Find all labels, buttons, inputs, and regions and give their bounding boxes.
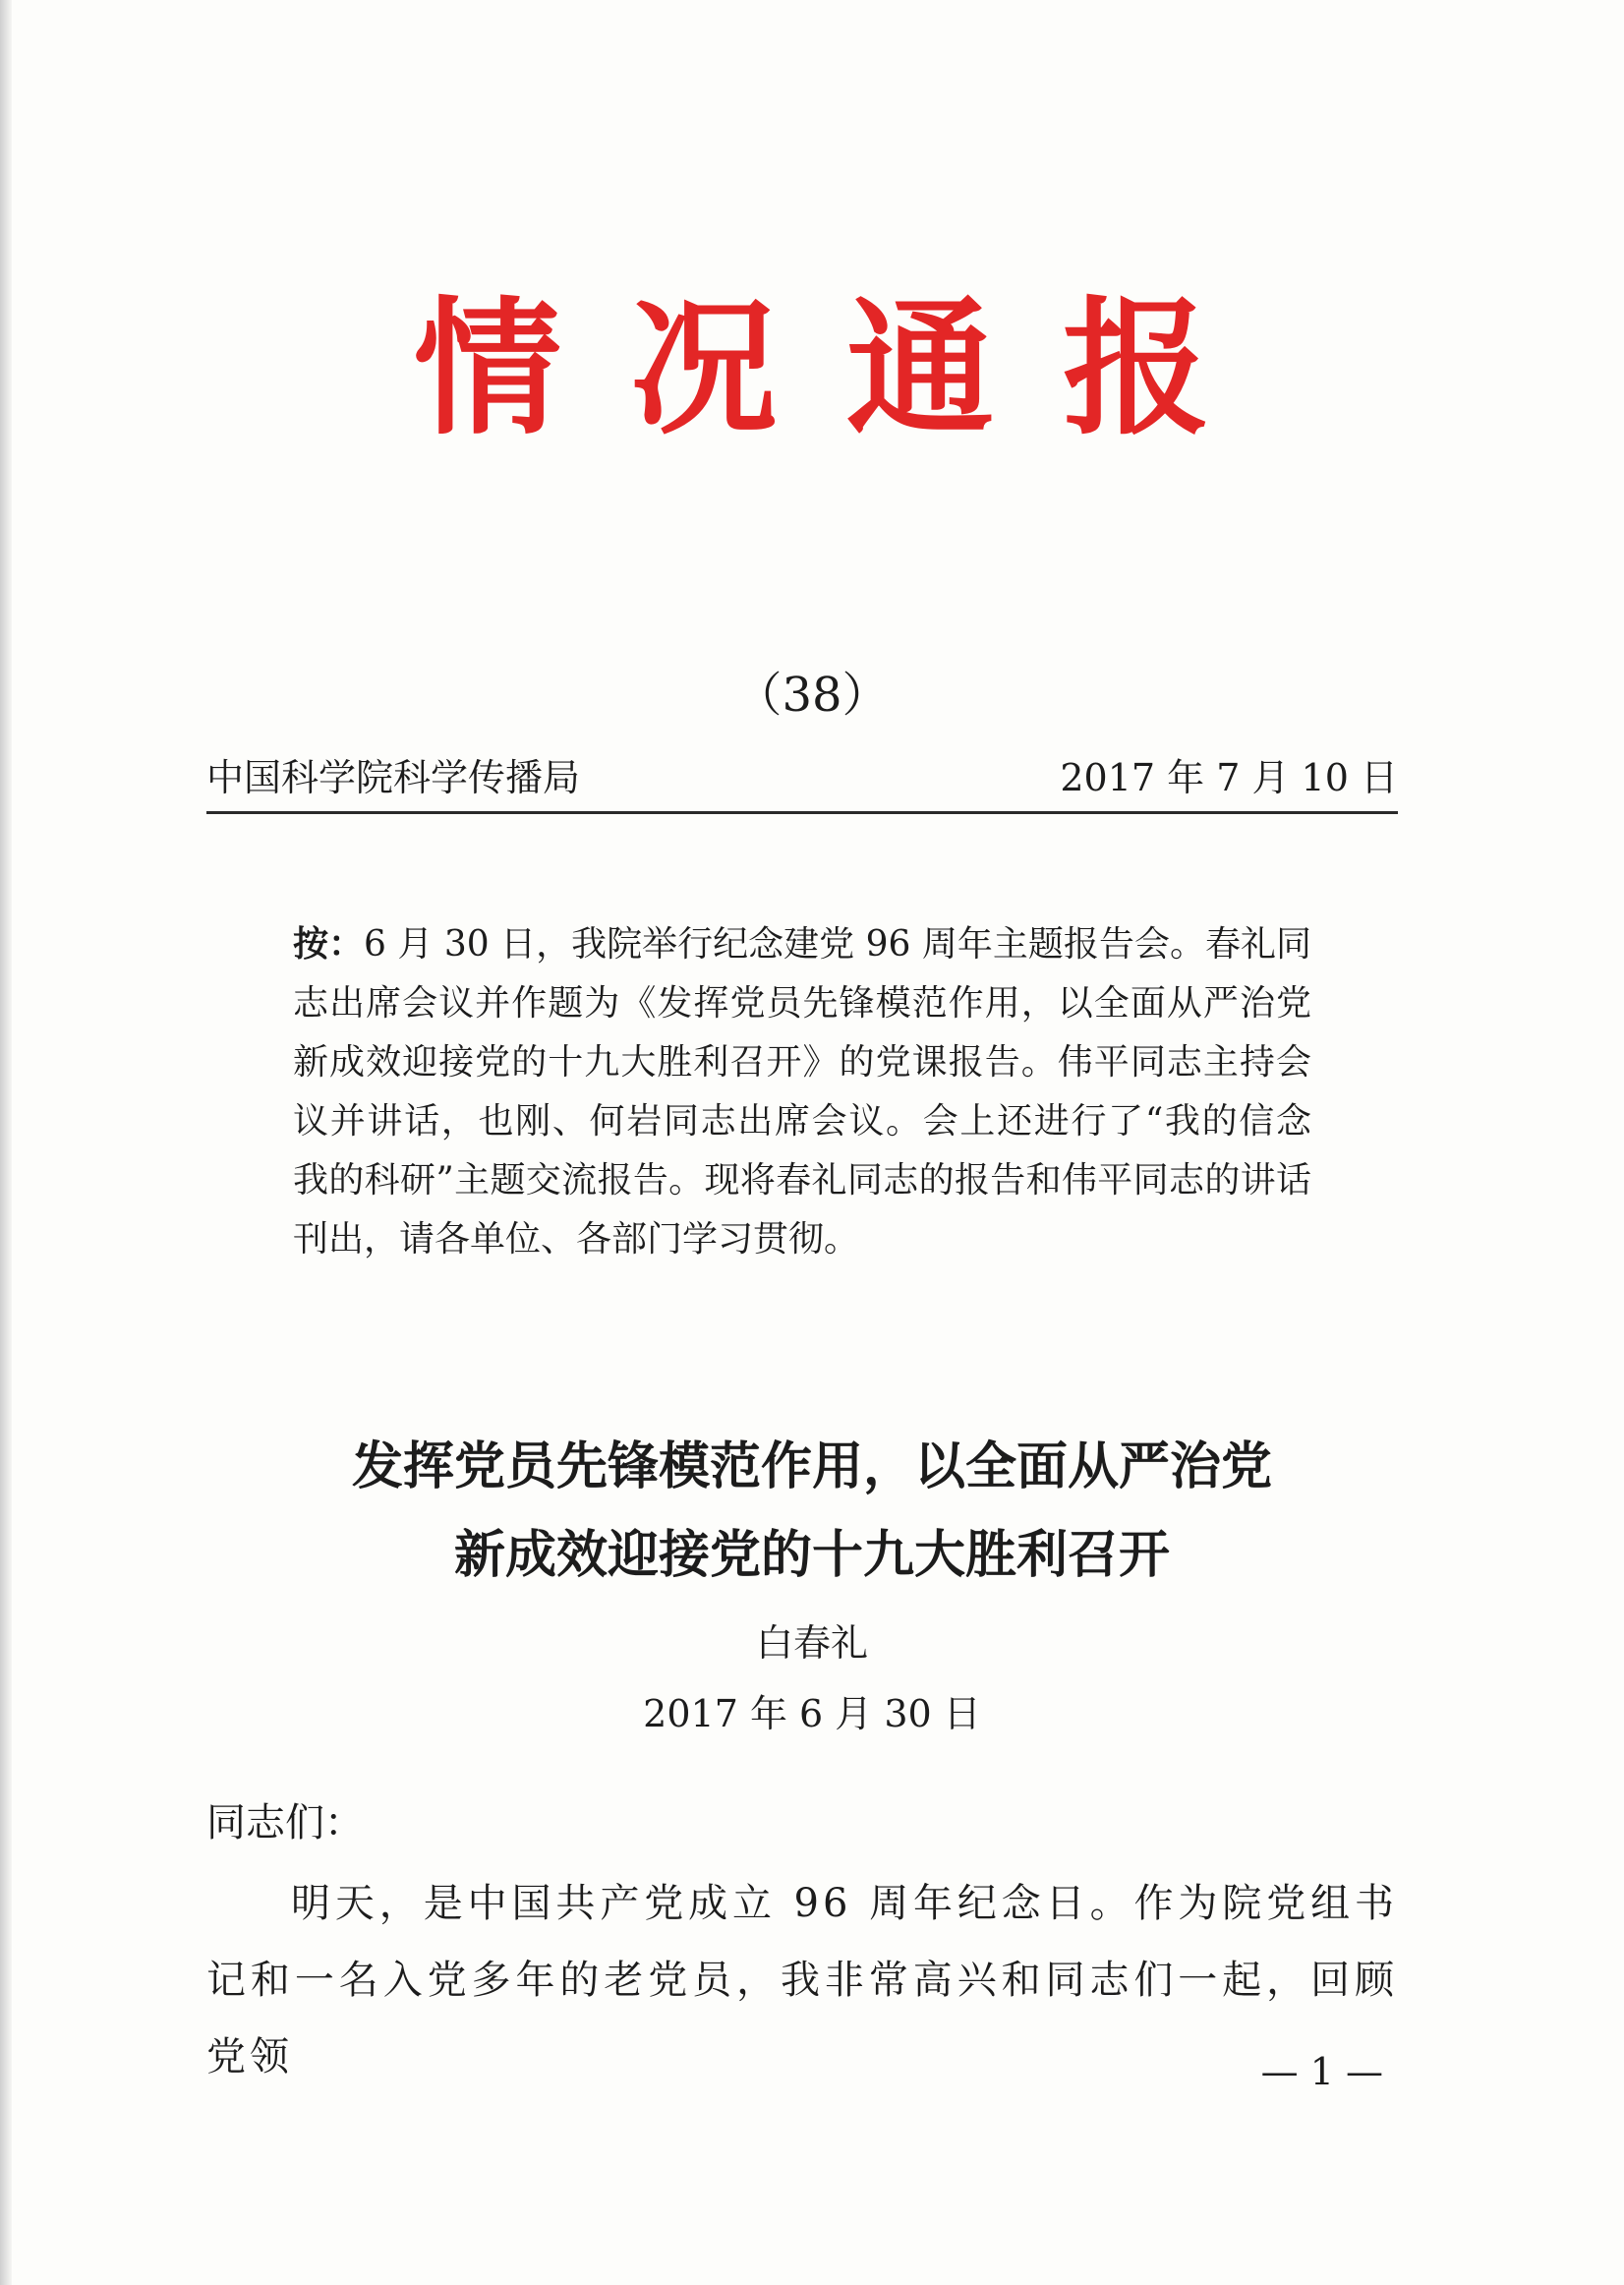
- issuer: 中国科学院科学传播局: [206, 756, 581, 799]
- article-title-line1: 发挥党员先锋模范作用，以全面从严治党: [351, 1436, 1272, 1496]
- masthead-title: 情况通报: [413, 282, 1279, 455]
- salutation: 同志们：: [206, 1800, 364, 1846]
- article-title-line2: 新成效迎接党的十九大胜利召开: [453, 1525, 1170, 1585]
- page-number: — 1 —: [1260, 2050, 1383, 2093]
- issue-date: 2017 年 7 月 10 日: [1060, 756, 1398, 799]
- article-author: 白春礼: [755, 1621, 868, 1665]
- issue-number: （38）: [734, 668, 890, 723]
- header-divider: [206, 811, 1398, 814]
- article-title: [0, 1423, 1624, 1600]
- note-text: 6 月 30 日，我院举行纪念建党 96 周年主题报告会。春礼同志出席会议并作题为《发挥党员先锋模范作用，以全面从严治党新成效迎接党的十九大胜利召开》的党课报告。伟平同志主持会议并讲话，也刚、何岩同志出席会议。会上还进行了“我的信念 我的科研”主题交流报告。现将春礼同志的报告和伟平同志的讲话刊出，请各单位、各部门学习贯彻。: [293, 924, 1311, 1260]
- body-paragraph: 明天，是中国共产党成立 96 周年纪念日。作为院党组书记和一名入党多年的老党员，我非常高兴和同志们一起，回顾党领: [206, 1881, 1398, 2080]
- editor-note: [293, 914, 1311, 1269]
- note-label: 按：: [293, 923, 365, 965]
- issuer-row: [206, 747, 1398, 799]
- article-date: 2017 年 6 月 30 日: [643, 1692, 981, 1735]
